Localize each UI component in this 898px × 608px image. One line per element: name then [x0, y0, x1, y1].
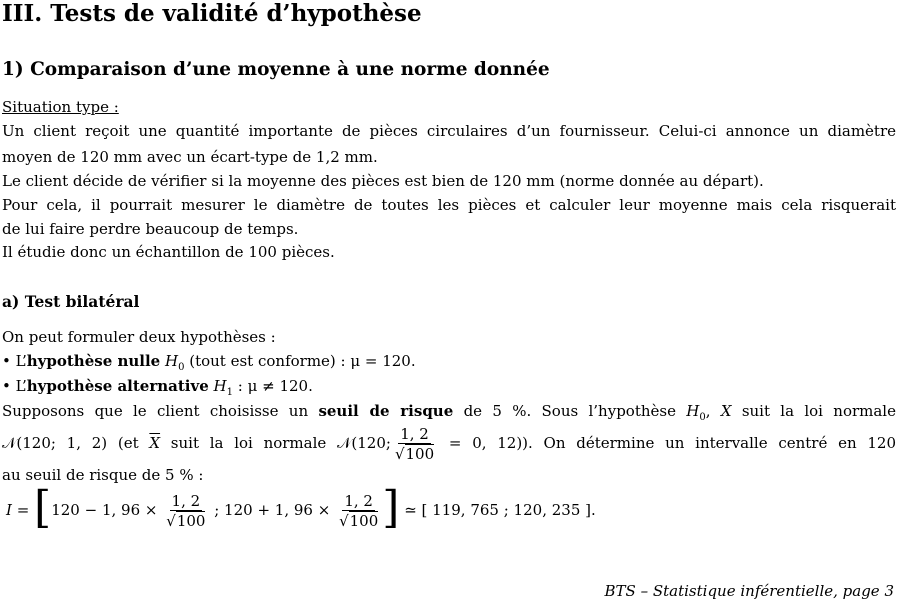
- situation-line-5: de lui faire perdre beaucoup de temps.: [2, 220, 299, 238]
- subsection-heading: a) Test bilatéral: [2, 292, 140, 311]
- interval-fraction-right: $\frac{1, 2}{√100}$: [339, 491, 379, 530]
- situation-line-3: Le client décide de vérifier si la moyenne des pièces est bien de 120 mm (norme donnée au départ).: [2, 172, 764, 190]
- std-error-fraction: $\frac{1, 2}{√100}$: [394, 424, 435, 463]
- situation-label: Situation type :: [2, 98, 119, 116]
- situation-line-4: Pour cela, il pourrait mesurer le diamètre de toutes les pièces et calculer leur moyenne mais cela risquerait: [2, 196, 896, 214]
- hypotheses-intro: On peut formuler deux hypothèses :: [2, 328, 276, 346]
- alternative-hypothesis-term: hypothèse alternative: [26, 377, 209, 395]
- null-hypothesis: • L’hypothèse nulle $H_0$ (tout est conforme) : μ = 120.: [2, 352, 416, 373]
- situation-line-2: moyen de 120 mm avec un écart-type de 1,2 mm.: [2, 148, 378, 166]
- alternative-hypothesis: • L’hypothèse alternative $H_1$ : μ ≠ 120.: [2, 377, 313, 398]
- interval-fraction-left: $\frac{1, 2}{√100}$: [166, 491, 206, 530]
- normal-law-line: 𝒩(120; 1, 2) (et $\overline{X}$ suit la loi normale 𝒩(120; $\frac{1, 2}{√100}$ = 0, 12)). On détermine un intervalle centré en 120: [2, 424, 897, 463]
- suppose-line: Supposons que le client choisisse un seuil de risque de 5 %. Sous l’hypothèse $H_0$, X suit la loi normale: [2, 402, 896, 423]
- situation-line-1: Un client reçoit une quantité importante de pièces circulaires d’un fournisseur. Celui-ci annonce un diamètre: [2, 122, 896, 140]
- situation-line-6: Il étudie donc un échantillon de 100 pièces.: [2, 243, 335, 261]
- risk-threshold-term: seuil de risque: [318, 402, 454, 420]
- section-heading: 1) Comparaison d’une moyenne à une norme donnée: [2, 59, 550, 80]
- confidence-interval: I = [120 − 1, 96 × $\frac{1, 2}{√100}$ ; 120 + 1, 96 × $\frac{1, 2}{√100}$ ] ≃ [ 119, 765 ; 120, 235 ].: [6, 482, 596, 533]
- page-footer: BTS – Statistique inférentielle, page 3: [604, 582, 894, 600]
- sample-mean-symbol: $\overline{X}$: [149, 434, 161, 452]
- null-hypothesis-term: hypothèse nulle: [26, 352, 161, 370]
- page-title: III. Tests de validité d’hypothèse: [2, 0, 422, 27]
- interval-result: ≃ [ 119, 765 ; 120, 235 ].: [404, 501, 596, 519]
- risk-line: au seuil de risque de 5 % :: [2, 466, 204, 484]
